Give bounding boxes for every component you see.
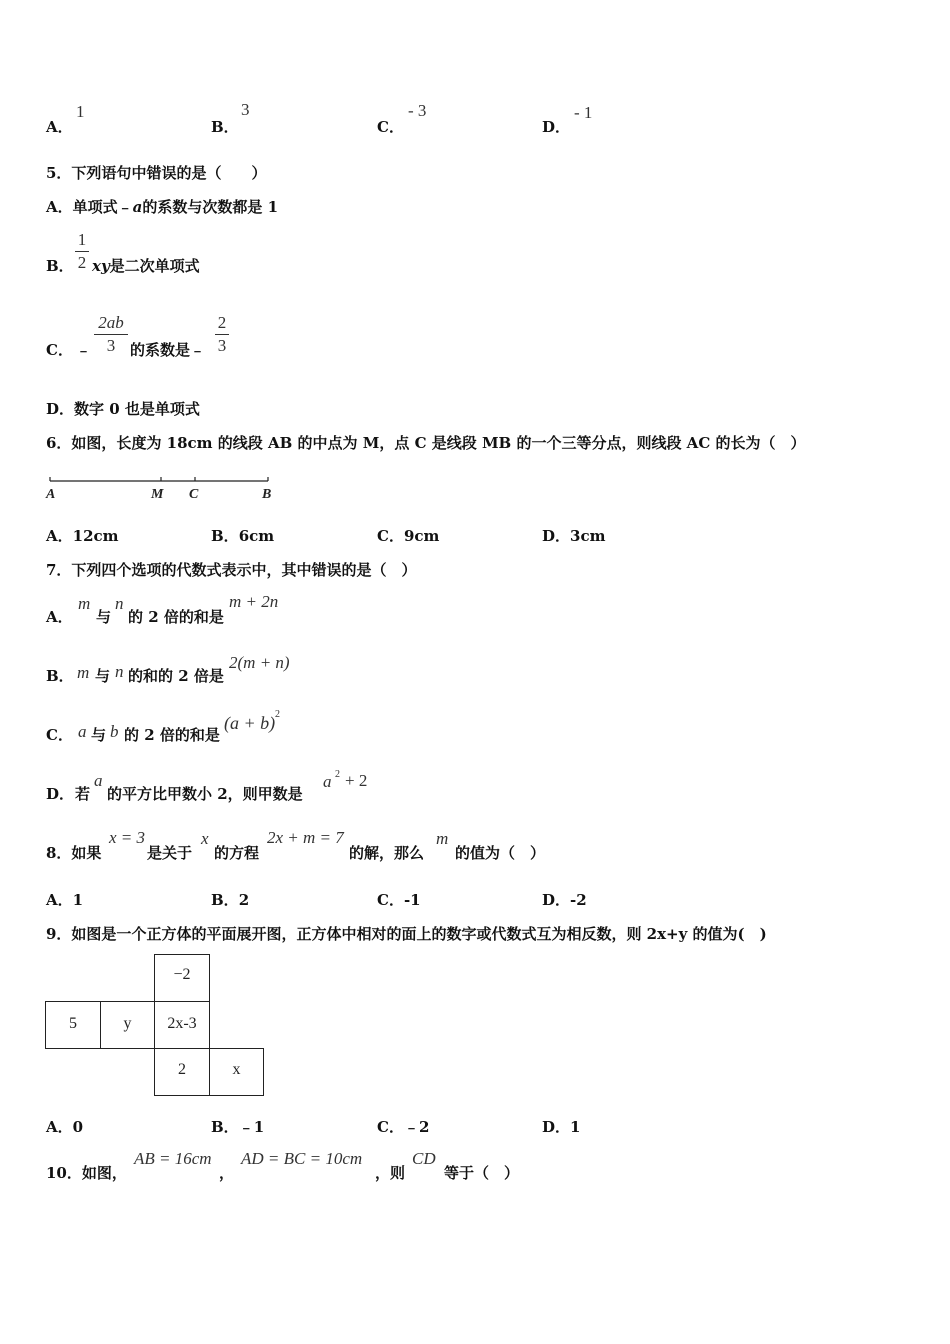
q5-option-c-fraction xyxy=(94,313,128,356)
q9-option-a-label: A． xyxy=(46,1118,73,1136)
q6-option-d-value: 3cm xyxy=(570,527,606,545)
q5-option-b-text xyxy=(92,255,200,276)
q7-option-d-ruo: 若 xyxy=(75,785,91,803)
q5-option-c-numerator-2: 2 xyxy=(217,313,227,332)
fraction-bar xyxy=(75,251,89,252)
q8-option-c-label: C． xyxy=(377,891,404,909)
q7-option-a-text: 的 2 倍的和是 xyxy=(128,608,224,626)
q7-option-b-n: n xyxy=(115,662,124,681)
q8-option-c xyxy=(377,889,421,910)
point-label-m: M xyxy=(151,487,164,502)
q8-option-a-value: 1 xyxy=(72,891,84,909)
q4-option-a-label: A． xyxy=(46,118,73,136)
q10-text-2: ，则 xyxy=(375,1164,406,1182)
q10-ad-bc-length: AD = BC = 10cm xyxy=(241,1149,363,1168)
q4-option-d-label: D． xyxy=(542,118,571,136)
q10-ab-length: AB = 16cm xyxy=(134,1149,212,1168)
q6-option-c-label: C． xyxy=(377,527,404,545)
q8-text-2: 的方程 xyxy=(214,844,260,862)
q6-stem: 6．如图，长度为 18cm 的线段 AB 的中点为 M，点 C 是线段 MB 的一个三等分点，则线段 AC 的长为（ ） xyxy=(46,434,806,452)
q5-option-b-var: xy xyxy=(92,257,110,275)
q7-option-d-expr-rest: + 2 xyxy=(345,771,368,790)
q7-option-c-text: 的 2 倍的和是 xyxy=(124,726,220,744)
q10-cd: CD xyxy=(412,1149,436,1168)
q6-option-a xyxy=(46,525,119,546)
q9-option-a xyxy=(46,1116,83,1137)
q7-option-a-expr: m + 2n xyxy=(229,592,279,611)
q6-option-b-value: 6cm xyxy=(238,527,275,545)
q8-option-a-label: A． xyxy=(46,891,73,909)
q5-option-a xyxy=(46,196,278,217)
q9-option-b-label: B． xyxy=(211,1118,239,1136)
q7-option-a-yu: 与 xyxy=(96,608,112,626)
q8-m: m xyxy=(436,829,449,848)
q8-option-d-label: D． xyxy=(542,891,571,909)
q8-x-equals: x = 3 xyxy=(109,828,146,847)
q5-option-b-label: B． xyxy=(46,257,74,275)
q6-option-c-value: 9cm xyxy=(403,527,440,545)
q5-option-c-numerator: 2ab xyxy=(98,313,124,332)
q5-option-a-text-pre: 单项式﹣ xyxy=(72,198,133,216)
q7-option-b-expr: 2(m + n) xyxy=(229,653,290,672)
q8-x: x xyxy=(201,829,209,848)
q5-option-d-text: 数字 0 也是单项式 xyxy=(74,400,200,418)
q5-option-b-numerator: 1 xyxy=(77,230,87,249)
q9-option-d xyxy=(542,1116,580,1137)
q9-option-d-value: 1 xyxy=(570,1118,581,1136)
q7-option-c-expr: (a + b) xyxy=(224,713,276,733)
q7-stem: 7．下列四个选项的代数式表示中，其中错误的是（ ） xyxy=(46,561,417,579)
q8-equation: 2x + m = 7 xyxy=(267,828,344,847)
q6-option-c xyxy=(377,525,439,546)
net-cell-mid-left: y xyxy=(100,1001,155,1049)
q7-option-b-m: m xyxy=(77,663,90,682)
q8-option-b-label: B． xyxy=(211,891,239,909)
q5-option-b-denominator: 2 xyxy=(77,253,87,272)
point-label-a: A xyxy=(46,487,56,502)
q7-option-c-yu: 与 xyxy=(91,726,107,744)
q7-option-b-label: B． xyxy=(46,667,74,685)
q5-option-c-denominator-2: 3 xyxy=(217,336,227,355)
q10-text-3: 等于（ ） xyxy=(444,1164,520,1182)
q8-option-c-value: -1 xyxy=(403,891,421,909)
q7-option-d-exponent: 2 xyxy=(335,769,340,780)
q9-stem: 9．如图是一个正方体的平面展开图，正方体中相对的面上的数字或代数式互为相反数，则 2x+y 的值为( ) xyxy=(46,925,767,943)
q8-option-b-value: 2 xyxy=(238,891,250,909)
q5-option-a-var: a xyxy=(132,198,143,216)
q7-option-a-m: m xyxy=(78,594,91,613)
q4-option-d-value: - 1 xyxy=(574,103,593,122)
q6-option-a-value: 12cm xyxy=(72,527,119,545)
q7-option-d-a: a xyxy=(94,771,103,790)
q5-option-b-desc: 是二次单项式 xyxy=(109,257,200,275)
net-cell-bottom-right: x xyxy=(209,1048,264,1096)
q10-comma: ， xyxy=(219,1164,235,1182)
q6-option-b xyxy=(211,525,274,546)
q5-option-c-fraction-2 xyxy=(215,313,229,356)
q4-option-b-value: 3 xyxy=(241,100,250,119)
q4-option-c-value: - 3 xyxy=(408,101,427,120)
q5-option-c-text: 的系数是﹣ xyxy=(130,341,206,359)
q7-option-c-label: C． xyxy=(46,726,73,744)
q4-option-c-label: C． xyxy=(377,118,404,136)
q4-option-a-value: 1 xyxy=(76,102,85,121)
q7-option-d-text: 的平方比甲数小 2，则甲数是 xyxy=(107,785,303,803)
q8-option-d-value: -2 xyxy=(570,891,587,909)
q8-text-4: 的值为（ ） xyxy=(455,844,546,862)
q7-option-b-text: 的和的 2 倍是 xyxy=(128,667,224,685)
q4-option-b-label: B． xyxy=(211,118,239,136)
q5-stem: 5．下列语句中错误的是（ ） xyxy=(46,164,267,182)
q7-option-a-label: A． xyxy=(46,608,73,626)
net-cell-center: 2x-3 xyxy=(154,1001,210,1049)
point-label-b: B xyxy=(262,487,272,502)
q7-option-a-n: n xyxy=(115,594,124,613)
q5-option-d xyxy=(46,398,200,419)
q6-option-b-label: B． xyxy=(211,527,239,545)
q5-option-d-label: D． xyxy=(46,400,75,418)
q5-option-c-denominator: 3 xyxy=(106,336,116,355)
net-cell-left: 5 xyxy=(45,1001,101,1049)
q8-text-3: 的解，那么 xyxy=(349,844,425,862)
q9-option-c-label: C． xyxy=(377,1118,404,1136)
q5-option-a-label: A． xyxy=(46,198,73,216)
point-label-c: C xyxy=(189,487,199,502)
q5-option-a-text-post: 的系数与次数都是 1 xyxy=(142,198,279,216)
q7-option-c-exponent: 2 xyxy=(275,709,280,720)
fraction-bar xyxy=(94,334,128,335)
q8-option-d xyxy=(542,889,587,910)
q5-option-c-minus: ﹣ xyxy=(76,341,92,359)
q6-option-d-label: D． xyxy=(542,527,571,545)
q8-number: 8．如果 xyxy=(46,844,102,862)
fraction-bar xyxy=(215,334,229,335)
q5-option-c-label: C． xyxy=(46,341,73,359)
q8-option-a xyxy=(46,889,83,910)
q7-option-b-yu: 与 xyxy=(95,667,111,685)
q10-text-1: 10．如图， xyxy=(46,1164,127,1182)
net-cell-top: −2 xyxy=(154,954,210,1002)
q6-option-d xyxy=(542,525,605,546)
net-cell-bottom: 2 xyxy=(154,1048,210,1096)
q7-option-c-b: b xyxy=(110,722,119,741)
q9-option-a-value: 0 xyxy=(72,1118,84,1136)
q7-option-c-a: a xyxy=(78,722,87,741)
q7-option-d-expr-a: a xyxy=(323,772,332,791)
q8-text-1: 是关于 xyxy=(147,844,193,862)
q9-option-d-label: D． xyxy=(542,1118,571,1136)
q5-option-b-fraction xyxy=(75,230,89,273)
q9-option-c xyxy=(377,1116,429,1137)
q9-option-c-value: ﹣2 xyxy=(403,1118,430,1136)
q8-option-b xyxy=(211,889,249,910)
q6-option-a-label: A． xyxy=(46,527,73,545)
q6-line-segment-figure xyxy=(44,472,276,504)
q9-option-b xyxy=(211,1116,264,1137)
q9-option-b-value: ﹣1 xyxy=(238,1118,265,1136)
q7-option-d-label: D． xyxy=(46,785,75,803)
